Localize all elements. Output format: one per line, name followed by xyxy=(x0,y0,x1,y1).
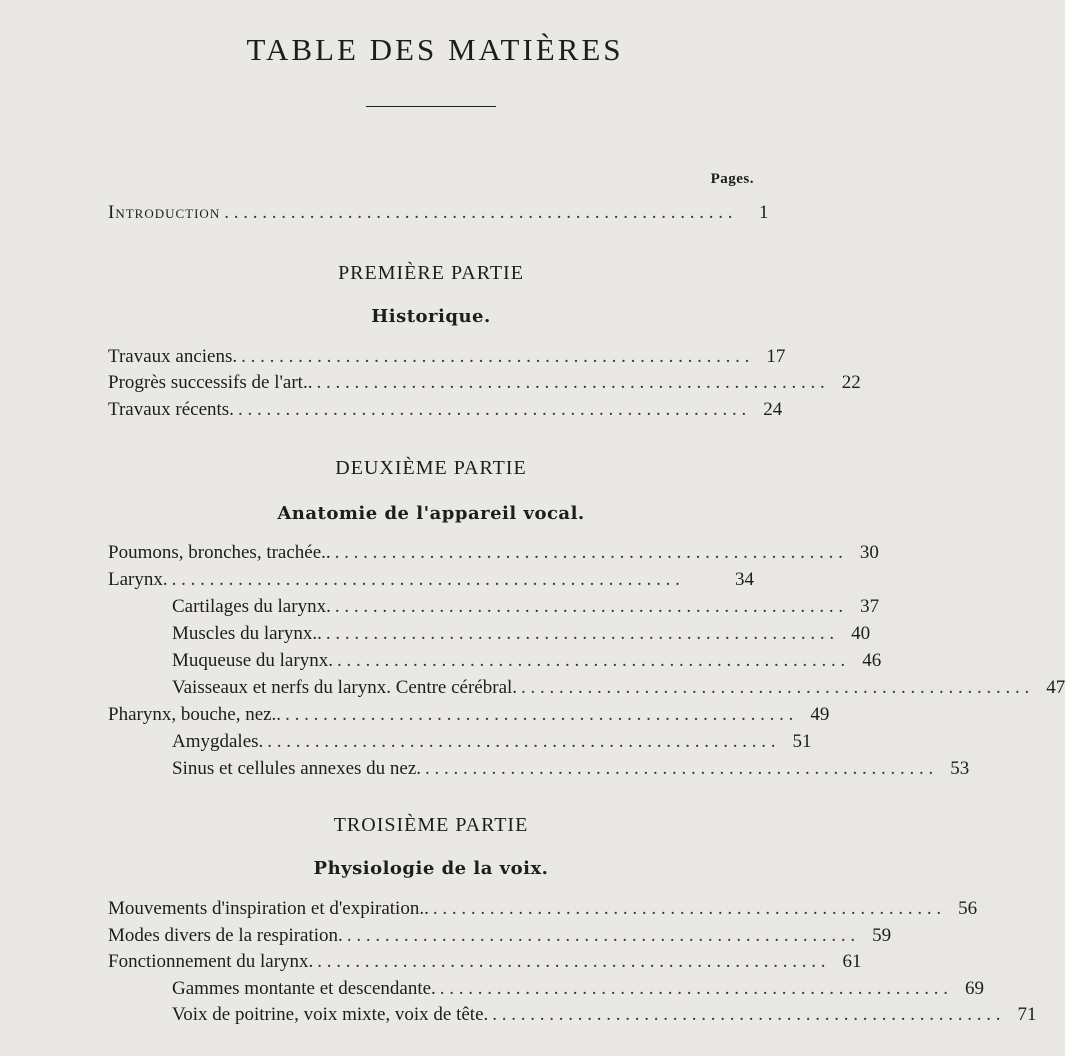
dot-leader: . . . . . . . . . . . . . . . . . . . . . . . . . . . . . . . . . . . . . . . . . . . . . . . . . . . . . . xyxy=(241,346,750,367)
toc-subentry[interactable] xyxy=(172,978,985,1004)
pages-column-label: Pages. xyxy=(710,171,754,187)
toc-entry[interactable] xyxy=(108,898,978,924)
toc-entry-label: Poumons, bronches, trachée.. xyxy=(108,542,331,563)
toc-page-number: 51 xyxy=(792,731,812,752)
toc-entry[interactable] xyxy=(108,951,862,977)
dot-leader: . . . . . . . . . . . . . . . . . . . . . . . . . . . . . . . . . . . . . . . . . . . . . . . . . . . . . . xyxy=(334,596,844,617)
dot-leader: . . . . . . . . . . . . . . . . . . . . . . . . . . . . . . . . . . . . . . . . . . . . . . . . . . . . . . xyxy=(492,1004,1001,1025)
dot-leader: . . . . . . . . . . . . . . . . . . . . . . . . . . . . . . . . . . . . . . . . . . . . . . . . . . . . . . xyxy=(171,569,680,590)
section-heading: Historique. xyxy=(371,306,491,327)
toc-page-number: 1 xyxy=(758,202,769,223)
toc-entry[interactable] xyxy=(108,569,754,595)
dot-leader: . . . . . . . . . . . . . . . . . . . . . . . . . . . . . . . . . . . . . . . . . . . . . . . . . . . . . . xyxy=(336,650,846,671)
toc-entry[interactable] xyxy=(108,372,861,398)
toc-entry-label: Muqueuse du larynx. xyxy=(172,650,333,671)
toc-page-number: 34 xyxy=(735,569,754,590)
toc-entry-label: Muscles du larynx.. xyxy=(172,623,322,644)
dot-leader: . . . . . . . . . . . . . . . . . . . . . . . . . . . . . . . . . . . . . . . . . . . . . . . . . . . . . . xyxy=(432,898,942,919)
toc-entry-label: Sinus et cellules annexes du nez. xyxy=(172,758,422,779)
toc-page-number: 53 xyxy=(950,758,970,779)
toc-entry[interactable] xyxy=(108,542,879,568)
toc-entry[interactable] xyxy=(108,704,830,730)
toc-page-number: 49 xyxy=(810,704,830,725)
toc-subentry[interactable] xyxy=(172,650,882,676)
toc-entry-label: Larynx. xyxy=(108,569,168,590)
toc-page-number: 71 xyxy=(1017,1004,1037,1025)
toc-page-number: 17 xyxy=(766,346,786,367)
toc-entry-label: Travaux récents. xyxy=(108,399,234,420)
toc-subentry[interactable] xyxy=(172,1004,1037,1030)
toc-page-number: 47 xyxy=(1046,677,1065,698)
section-heading: Anatomie de l'appareil vocal. xyxy=(277,503,585,524)
dot-leader: . . . . . . . . . . . . . . . . . . . . . . . . . . . . . . . . . . . . . . . . . . . . . . . . . . . . . . xyxy=(439,978,949,999)
toc-page-number: 46 xyxy=(862,650,882,671)
part-heading: DEUXIÈME PARTIE xyxy=(335,457,527,479)
toc-page-number: 40 xyxy=(851,623,871,644)
dot-leader: . . . . . . . . . . . . . . . . . . . . . . . . . . . . . . . . . . . . . . . . . . . . . . . . . . . . . . xyxy=(521,677,1030,698)
toc-entry-label: Amygdales. xyxy=(172,731,264,752)
toc-page-number: 30 xyxy=(859,542,879,563)
toc-subentry[interactable] xyxy=(172,623,871,649)
section-heading: Physiologie de la voix. xyxy=(313,858,549,879)
toc-page-number: 22 xyxy=(841,372,861,393)
toc-page-number: 69 xyxy=(965,978,985,999)
part-heading: PREMIÈRE PARTIE xyxy=(338,262,524,284)
toc-entry-label: Voix de poitrine, voix mixte, voix de tête. xyxy=(172,1004,489,1025)
toc-subentry[interactable] xyxy=(172,596,880,622)
toc-entry-label: Travaux anciens. xyxy=(108,346,238,367)
toc-page-number: 37 xyxy=(860,596,880,617)
dot-leader: . . . . . . . . . . . . . . . . . . . . . . . . . . . . . . . . . . . . . . . . . . . . . . . . . . . . . . xyxy=(317,951,826,972)
toc-subentry[interactable] xyxy=(172,677,1065,703)
toc-entry-label: Fonctionnement du larynx. xyxy=(108,951,314,972)
toc-page-number: 24 xyxy=(763,399,783,420)
toc-subentry[interactable] xyxy=(172,758,970,784)
dot-leader: . . . . . . . . . . . . . . . . . . . . . . . . . . . . . . . . . . . . . . . . . . . . . . . . . . . . . . xyxy=(267,731,776,752)
toc-page-number: 61 xyxy=(842,951,862,972)
dot-leader: . . . . . . . . . . . . . . . . . . . . . . . . . . . . . . . . . . . . . . . . . . . . . . . . . . . . . . xyxy=(325,623,835,644)
dot-leader: . . . . . . . . . . . . . . . . . . . . . . . . . . . . . . . . . . . . . . . . . . . . . . . . . . . . . . xyxy=(425,758,934,779)
dot-leader: . . . . . . . . . . . . . . . . . . . . . . . . . . . . . . . . . . . . . . . . . . . . . . . . . . . . . . xyxy=(237,399,747,420)
part-heading: TROISIÈME PARTIE xyxy=(333,814,529,836)
page-title: TABLE DES MATIÈRES xyxy=(246,32,624,67)
dot-leader: . . . . . . . . . . . . . . . . . . . . . . . . . . . . . . . . . . . . . . . . . . . . . . . . . . . . . . xyxy=(224,202,733,223)
toc-entry[interactable] xyxy=(108,925,892,951)
dot-leader: . . . . . . . . . . . . . . . . . . . . . . . . . . . . . . . . . . . . . . . . . . . . . . . . . . . . . . xyxy=(285,704,794,725)
dot-leader: . . . . . . . . . . . . . . . . . . . . . . . . . . . . . . . . . . . . . . . . . . . . . . . . . . . . . . xyxy=(316,372,825,393)
toc-entry-label: Introduction xyxy=(108,202,221,223)
toc-entry-introduction[interactable] xyxy=(108,202,769,228)
toc-entry-label: Pharynx, bouche, nez.. xyxy=(108,704,282,725)
toc-entry-label: Mouvements d'inspiration et d'expiration.. xyxy=(108,898,429,919)
toc-entry-label: Progrès successifs de l'art.. xyxy=(108,372,313,393)
toc-subentry[interactable] xyxy=(172,731,812,757)
toc-entry-label: Cartilages du larynx. xyxy=(172,596,331,617)
toc-page-number: 56 xyxy=(958,898,978,919)
toc-entry[interactable] xyxy=(108,346,786,372)
toc-entry-label: Vaisseaux et nerfs du larynx. Centre cérébral. xyxy=(172,677,518,698)
toc-entry-label: Modes divers de la respiration. xyxy=(108,925,343,946)
dot-leader: . . . . . . . . . . . . . . . . . . . . . . . . . . . . . . . . . . . . . . . . . . . . . . . . . . . . . . xyxy=(334,542,843,563)
toc-entry[interactable] xyxy=(108,399,783,425)
toc-page-number: 59 xyxy=(872,925,892,946)
toc-entry-label: Gammes montante et descendante. xyxy=(172,978,436,999)
dot-leader: . . . . . . . . . . . . . . . . . . . . . . . . . . . . . . . . . . . . . . . . . . . . . . . . . . . . . . xyxy=(346,925,856,946)
